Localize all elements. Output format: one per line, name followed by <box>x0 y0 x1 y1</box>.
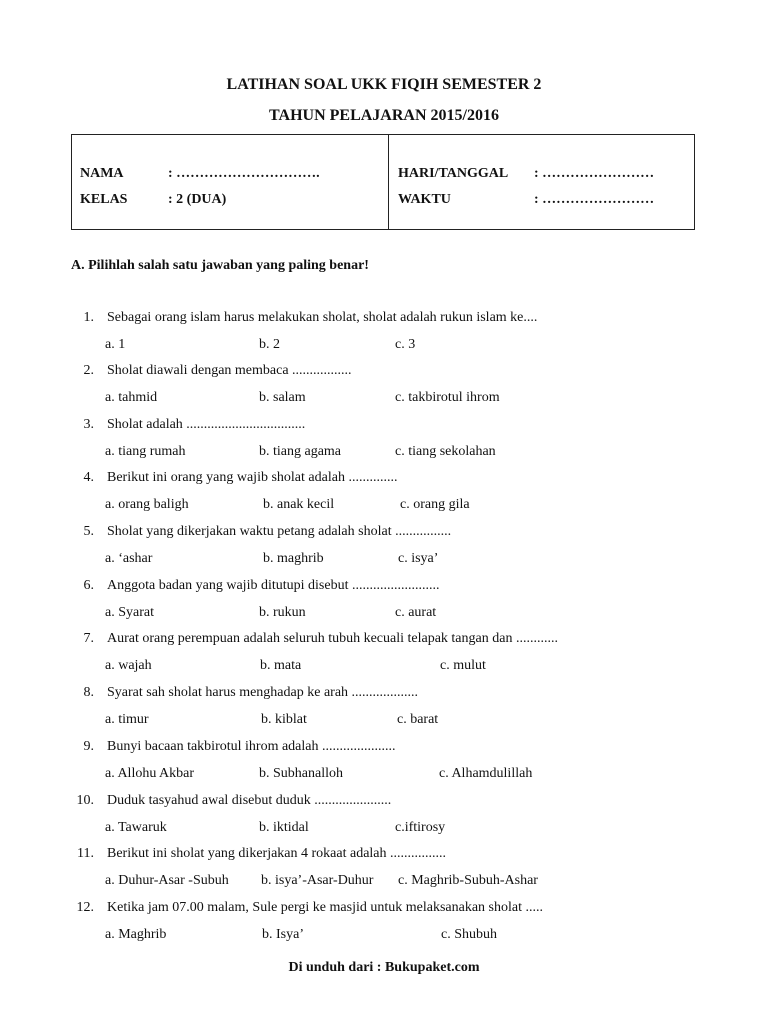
option-c: c. Maghrib-Subuh-Ashar <box>398 873 538 888</box>
option-b: b. kiblat <box>261 712 307 727</box>
question-number: 4. <box>83 470 94 485</box>
option-a: a. Tawaruk <box>105 820 167 835</box>
question-item <box>0 900 768 954</box>
question-number: 10. <box>76 793 94 808</box>
option-a: a. Maghrib <box>105 927 167 942</box>
question-item <box>0 631 768 685</box>
kelas-label: KELAS <box>80 192 128 207</box>
question-item <box>0 363 768 417</box>
question-text: Anggota badan yang wajib ditutupi disebut ......................... <box>107 578 440 593</box>
question-number: 6. <box>83 578 94 593</box>
section-a-instruction: A. Pilihlah salah satu jawaban yang paling benar! <box>71 258 369 273</box>
waktu-label: WAKTU <box>398 192 451 207</box>
question-text: Syarat sah sholat harus menghadap ke arah ................... <box>107 685 419 700</box>
question-text: Sebagai orang islam harus melakukan sholat, sholat adalah rukun islam ke.... <box>107 310 538 325</box>
option-a: a. tiang rumah <box>105 444 186 459</box>
question-item <box>0 739 768 793</box>
question-text: Ketika jam 07.00 malam, Sule pergi ke masjid untuk melaksanakan sholat ..... <box>107 900 543 915</box>
option-b: b. Isya’ <box>262 927 304 942</box>
option-b: b. iktidal <box>259 820 309 835</box>
question-number: 8. <box>83 685 94 700</box>
option-b: b. Subhanalloh <box>259 766 343 781</box>
option-a: a. Duhur-Asar -Subuh <box>105 873 229 888</box>
option-a: a. wajah <box>105 658 152 673</box>
hari-tanggal-label: HARI/TANGGAL <box>398 166 509 181</box>
question-item <box>0 578 768 632</box>
question-text: Duduk tasyahud awal disebut duduk ...................... <box>107 793 392 808</box>
option-b: b. salam <box>259 390 306 405</box>
question-number: 12. <box>76 900 94 915</box>
question-item <box>0 846 768 900</box>
document-subtitle: TAHUN PELAJARAN 2015/2016 <box>269 107 499 124</box>
option-b: b. rukun <box>259 605 306 620</box>
nama-label: NAMA <box>80 166 124 181</box>
question-number: 11. <box>77 846 94 861</box>
option-a: a. timur <box>105 712 149 727</box>
option-a: a. Allohu Akbar <box>105 766 195 781</box>
option-a: a. ‘ashar <box>105 551 153 566</box>
option-a: a. Syarat <box>105 605 154 620</box>
identity-divider <box>388 135 389 229</box>
question-item <box>0 310 768 364</box>
question-number: 2. <box>83 363 94 378</box>
option-b: b. mata <box>260 658 302 673</box>
option-c: c. takbirotul ihrom <box>395 390 500 405</box>
waktu-field[interactable]: : …………………… <box>534 192 655 207</box>
question-number: 7. <box>83 631 94 646</box>
question-text: Bunyi bacaan takbirotul ihrom adalah ..................... <box>107 739 396 754</box>
question-item <box>0 793 768 847</box>
question-text: Berikut ini sholat yang dikerjakan 4 rokaat adalah ................ <box>107 846 447 861</box>
question-text: Sholat adalah .................................. <box>107 417 306 432</box>
question-number: 5. <box>83 524 94 539</box>
option-c: c. 3 <box>395 337 416 352</box>
question-text: Berikut ini orang yang wajib sholat adalah .............. <box>107 470 398 485</box>
option-c: c. isya’ <box>398 551 439 566</box>
question-text: Aurat orang perempuan adalah seluruh tubuh kecuali telapak tangan dan ............ <box>107 631 558 646</box>
option-c: c.iftirosy <box>395 820 446 835</box>
hari-tanggal-field[interactable]: : …………………… <box>534 166 655 181</box>
question-item <box>0 470 768 524</box>
document-title: LATIHAN SOAL UKK FIQIH SEMESTER 2 <box>226 76 542 93</box>
option-a: a. 1 <box>105 337 126 352</box>
option-b: b. maghrib <box>263 551 324 566</box>
option-b: b. tiang agama <box>259 444 342 459</box>
nama-field[interactable]: : …………………………. <box>168 166 320 181</box>
student-identity-box <box>71 134 695 230</box>
option-c: c. barat <box>397 712 439 727</box>
option-c: c. Shubuh <box>441 927 497 942</box>
option-b: b. anak kecil <box>263 497 335 512</box>
option-a: a. orang baligh <box>105 497 189 512</box>
question-item <box>0 524 768 578</box>
footer-source: Di unduh dari : Bukupaket.com <box>288 960 480 975</box>
option-c: c. Alhamdulillah <box>439 766 533 781</box>
option-b: b. isya’-Asar-Duhur <box>261 873 374 888</box>
question-number: 9. <box>83 739 94 754</box>
option-c: c. aurat <box>395 605 437 620</box>
option-a: a. tahmid <box>105 390 158 405</box>
question-number: 1. <box>83 310 94 325</box>
option-c: c. mulut <box>440 658 486 673</box>
question-number: 3. <box>83 417 94 432</box>
option-c: c. orang gila <box>400 497 470 512</box>
question-text: Sholat yang dikerjakan waktu petang adalah sholat ................ <box>107 524 452 539</box>
option-b: b. 2 <box>259 337 280 352</box>
question-item <box>0 417 768 471</box>
option-c: c. tiang sekolahan <box>395 444 496 459</box>
question-item <box>0 685 768 739</box>
kelas-field: : 2 (DUA) <box>168 192 227 207</box>
question-text: Sholat diawali dengan membaca ................. <box>107 363 352 378</box>
